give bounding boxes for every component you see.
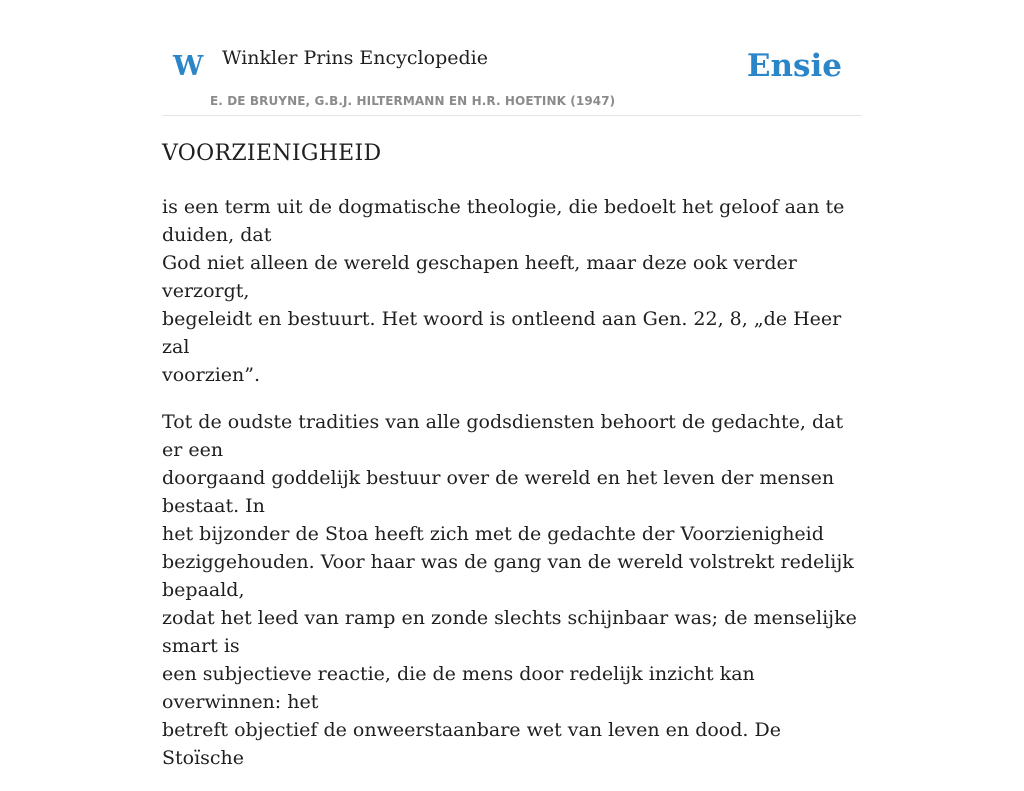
article-body <box>162 193 862 791</box>
ensie-logo[interactable]: Ensie <box>746 48 842 84</box>
winkler-prins-logo[interactable]: W <box>173 51 204 82</box>
article-paragraph: is een term uit de dogmatische theologie, die bedoelt het geloof aan te duiden, dat God niet alleen de wereld geschapen heeft, maar deze ook verder verzorgt, begeleidt en bestuurt. Het woord is ontleend aan Gen. 22, 8, „de Heer zal voorzien”. <box>162 196 845 386</box>
article-paragraph: Tot de oudste tradities van alle godsdiensten behoort de gedachte, dat er een doorgaand goddelijk bestuur over de wereld en het leven der mensen bestaat. In het bijzonder de Stoa heeft zich met de gedachte der Voorzienigheid beziggehouden. Voor haar was de gang van de wereld volstrekt redelijk bepaald, zodat het leed van ramp en zonde slechts schijnbaar was; de menselijke smart is een subjectieve reactie, die de mens door redelijk inzicht kan overwinnen: het betreft objectief de onweerstaanbare wet van leven en dood. De Stoïsche <box>162 411 857 769</box>
source-title[interactable]: Winkler Prins Encyclopedie <box>222 47 488 69</box>
source-authors: E. DE BRUYNE, G.B.J. HILTERMANN EN H.R. HOETINK (1947) <box>210 94 616 108</box>
article-title: VOORZIENIGHEID <box>162 141 382 166</box>
site-header <box>162 28 862 116</box>
